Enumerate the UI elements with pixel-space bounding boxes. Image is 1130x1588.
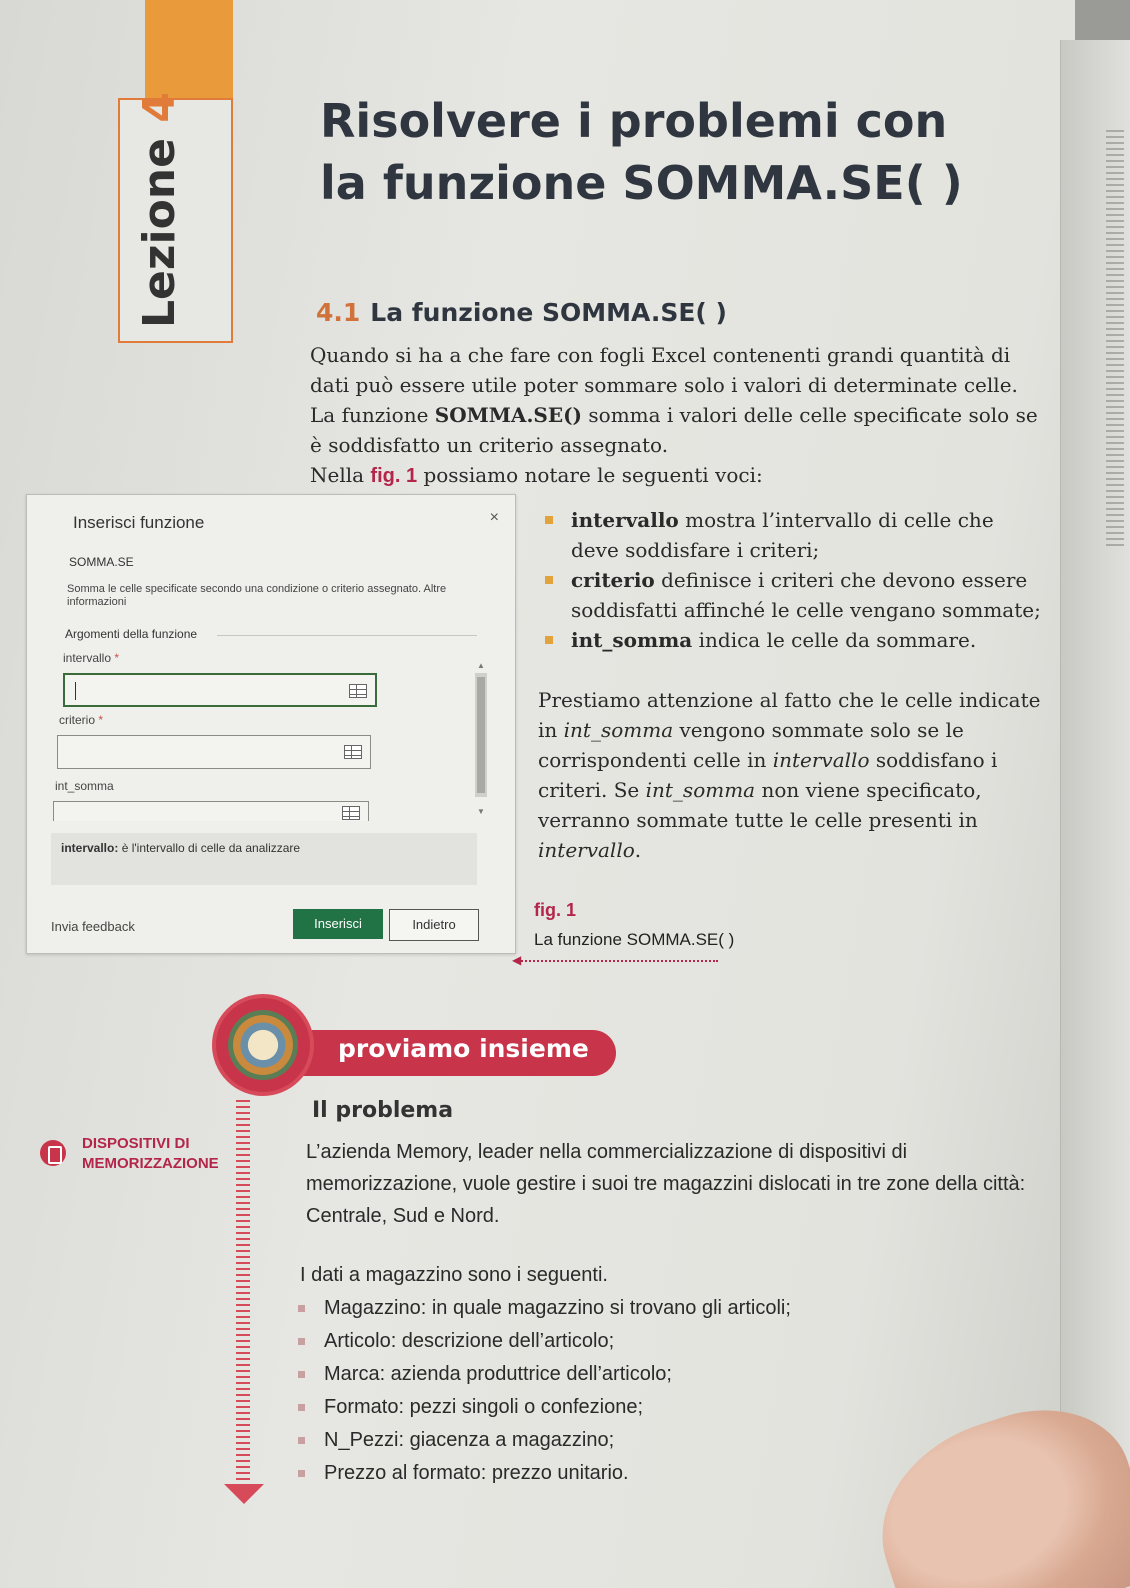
arg-intervallo-text: intervallo (63, 651, 112, 665)
lesson-word: Lezione (134, 138, 185, 328)
problem-text: L’azienda Memory, leader nella commercializzazione di dispositivi di memorizzazione, vuole gestire i suoi tre magazzini dislocati in tre zone della città: Centrale, Sud e Nord. (306, 1141, 1026, 1227)
arg-intervallo-label (63, 651, 119, 665)
note-text: non viene specificato, verranno sommate tutte le celle presenti in (538, 778, 982, 832)
list-item (296, 1358, 791, 1391)
badge-text: proviamo insieme (338, 1034, 589, 1063)
intro-p2-pre: La funzione (310, 403, 435, 427)
scroll-down-icon[interactable]: ▼ (477, 807, 485, 816)
bullet-square (298, 1371, 305, 1378)
note-italic: intervallo (772, 748, 870, 772)
figure-reference: fig. 1 (370, 465, 418, 487)
list-item (545, 625, 1045, 655)
int-somma-input[interactable] (53, 801, 369, 821)
back-button[interactable]: Indietro (389, 909, 479, 941)
lesson-tab (145, 0, 233, 100)
title-line-2: la funzione SOMMA.SE( ) (320, 156, 963, 210)
problem-title: Il problema (312, 1098, 454, 1123)
list-item-text: Magazzino: in quale magazzino si trovano gli articoli; (324, 1297, 791, 1319)
close-icon[interactable]: × (489, 509, 499, 526)
figure-dotted-rule (518, 960, 718, 962)
page-edge-lines (1106, 130, 1124, 550)
intro-text (310, 340, 1050, 491)
bullet-square (545, 576, 553, 584)
title-line-1: Risolvere i problemi con (320, 94, 948, 148)
note-text: . (634, 838, 642, 862)
feedback-link[interactable]: Invia feedback (51, 919, 135, 934)
note-italic: intervallo (538, 838, 635, 862)
section-title (316, 298, 727, 327)
dialog-title: Inserisci funzione (73, 513, 205, 532)
help-text: è l'intervallo di celle da analizzare (118, 841, 301, 855)
text-caret (75, 682, 76, 700)
list-item (296, 1292, 791, 1325)
list-item-text: Marca: azienda produttrice dell’articolo; (324, 1363, 672, 1385)
badge-circle (212, 994, 314, 1096)
bullet-square (545, 636, 553, 644)
sidenote-line-1: DISPOSITIVI DI (82, 1135, 190, 1152)
function-name: SOMMA.SE (69, 555, 134, 569)
intro-p3-post: possiamo notare le seguenti voci: (417, 463, 763, 487)
intro-p3-pre: Nella (310, 463, 371, 487)
help-term: intervallo: (61, 841, 119, 855)
bullet-square (298, 1404, 305, 1411)
range-select-icon[interactable] (342, 806, 360, 820)
bullet-text: indica le celle da sommare. (692, 628, 977, 652)
range-select-icon[interactable] (344, 745, 362, 759)
arrow-left-icon: ◀ (512, 953, 522, 967)
people-illustration-icon (228, 1010, 298, 1080)
note-paragraph (538, 685, 1048, 865)
insert-button[interactable]: Inserisci (293, 909, 383, 939)
list-item (296, 1325, 791, 1358)
intro-p2-bold: SOMMA.SE() (434, 403, 583, 427)
scroll-up-icon[interactable]: ▲ (477, 661, 485, 670)
range-select-icon[interactable] (349, 684, 367, 698)
list-item-text: Prezzo al formato: prezzo unitario. (324, 1462, 629, 1484)
note-italic: int_somma (563, 718, 674, 742)
scrollbar-thumb[interactable] (477, 677, 485, 793)
data-intro: I dati a magazzino sono i seguenti. (300, 1264, 608, 1286)
bullet-square (298, 1470, 305, 1477)
bullet-term: criterio (571, 568, 655, 592)
criterio-input[interactable] (57, 735, 371, 769)
bullet-text: definisce i criteri che devono essere soddisfatti affinché le celle vengano sommate; (571, 568, 1041, 622)
figure-label: fig. 1 (534, 900, 577, 920)
list-item (545, 565, 1045, 625)
note-text: Prestiamo attenzione al fatto che le celle indicate in (538, 688, 1041, 742)
lesson-label (134, 92, 185, 328)
note-text: vengono sommate solo se le corrispondenti celle in (538, 718, 964, 772)
arg-int-somma-label: int_somma (55, 779, 114, 793)
sidenote-line-2: MEMORIZZAZIONE (82, 1155, 219, 1172)
scrollbar[interactable] (475, 673, 487, 797)
arguments-divider (217, 635, 477, 636)
list-item-text: Articolo: descrizione dell’articolo; (324, 1330, 615, 1352)
bullet-square (298, 1437, 305, 1444)
data-list (296, 1292, 791, 1490)
arguments-heading: Argomenti della funzione (65, 627, 198, 641)
intro-paragraph-1: Quando si ha a che fare con fogli Excel contenenti grandi quantità di dati può essere utile poter sommare solo i valori di determinate celle. (310, 343, 1018, 397)
intervallo-input[interactable] (63, 673, 377, 707)
section-number: 4.1 (316, 298, 361, 327)
required-mark: * (98, 713, 104, 727)
list-item (296, 1424, 791, 1457)
bullet-square (298, 1305, 305, 1312)
function-description: Somma le celle specificate secondo una condizione o criterio assegnato. Altre informazioni (67, 583, 447, 608)
intro-p2-post: somma i valori delle celle specificate solo se è soddisfatto un criterio assegnato. (310, 403, 1038, 457)
intro-paragraph-3 (310, 460, 1050, 491)
note-italic: int_somma (645, 778, 756, 802)
sidenote-label (82, 1134, 242, 1174)
bullet-term: int_somma (571, 628, 693, 652)
argument-help (51, 833, 477, 885)
list-item-text: Formato: pezzi singoli o confezione; (324, 1396, 644, 1418)
figure-caption: La funzione SOMMA.SE( ) (534, 930, 735, 949)
intro-paragraph-2 (310, 400, 1050, 460)
insert-function-dialog (26, 494, 516, 954)
list-item (296, 1391, 791, 1424)
storage-device-icon (40, 1140, 66, 1166)
list-item-text: N_Pezzi: giacenza a magazzino; (324, 1429, 615, 1451)
bullet-term: intervallo (571, 508, 679, 532)
bullet-square (545, 516, 553, 524)
lesson-box (118, 92, 233, 343)
list-item (545, 505, 1045, 565)
required-mark: * (114, 651, 120, 665)
arrow-down-icon (224, 1484, 264, 1504)
lesson-number: 4 (134, 92, 185, 123)
bullet-square (298, 1338, 305, 1345)
list-item (296, 1457, 791, 1490)
note-text: soddisfano i criteri. Se (538, 748, 998, 802)
section-title-text: La funzione SOMMA.SE( ) (370, 298, 727, 327)
argument-bullets (545, 505, 1045, 655)
arg-criterio-label (59, 713, 103, 727)
page-title (320, 90, 1000, 214)
arg-criterio-text: criterio (59, 713, 96, 727)
bullet-text: mostra l’intervallo di celle che deve soddisfare i criteri; (571, 508, 994, 562)
